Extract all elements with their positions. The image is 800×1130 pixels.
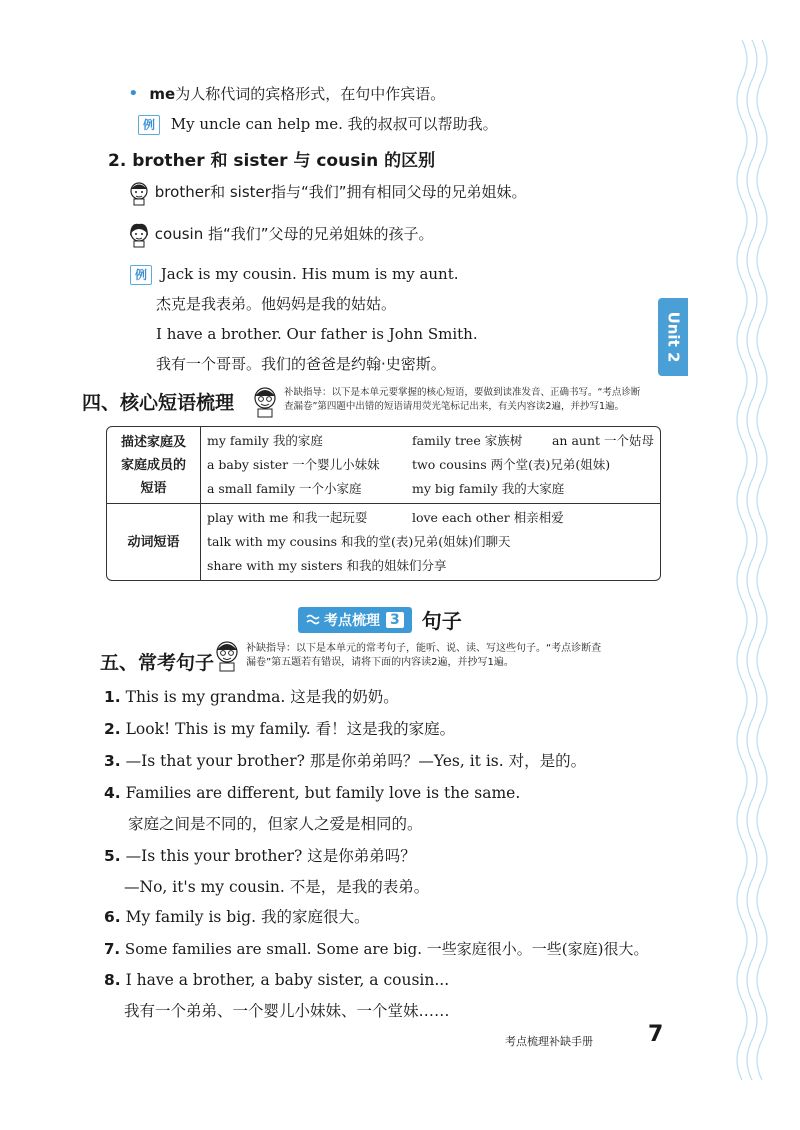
- phrase-row: a baby sister 一个婴儿小妹妹 two cousins 两个堂(表)兄弟(姐妹): [206, 457, 611, 472]
- section2-example-3: I have a brother. Our father is John Smith.: [156, 325, 478, 343]
- phrase-row: a small family 一个小家庭 my big family 我的大家庭: [206, 481, 565, 496]
- sentence-item: 4. Families are different, but family love is the same.: [104, 784, 521, 802]
- phrase-row: play with me 和我一起玩耍 love each other 相亲相爱: [206, 510, 564, 525]
- girl-avatar-icon: [128, 222, 150, 248]
- section2-example-1: 例 Jack is my cousin. His mum is my aunt.: [130, 264, 459, 285]
- me-example: [138, 114, 498, 135]
- section4-title: 四、核心短语梳理: [82, 392, 235, 414]
- me-example-text: My uncle can help me. 我的叔叔可以帮助我。: [170, 115, 498, 133]
- brother-sister-line: [128, 180, 527, 206]
- me-word: me: [149, 85, 176, 103]
- phrase-table: [106, 426, 661, 581]
- verb-phrases-cell: [201, 503, 660, 580]
- phrase-row: my family 我的家庭 family tree 家族树 an aunt 一个姑母: [206, 433, 654, 448]
- section4-tip: 补缺指导：以下是本单元要掌握的核心短语，要做到读准发音、正确书写。“考点诊断 查漏卷”第四题中出错的短语请用荧光笔标记出来，有关内容读2遍，并抄写1遍。: [284, 387, 641, 412]
- page-number: 7: [648, 1022, 664, 1047]
- section-banner: [298, 605, 462, 634]
- banner-number: 3: [386, 612, 404, 628]
- sentence-translation: 家庭之间是不同的，但家人之爱是相同的。: [128, 815, 423, 833]
- section2-example-2: 杰克是我表弟。他妈妈是我的姑姑。: [156, 295, 397, 313]
- phrase-row: talk with my cousins 和我的堂(表)兄弟(姐妹)们聊天: [206, 534, 511, 549]
- sentence-answer: —No, it's my cousin. 不是，是我的表弟。: [124, 878, 430, 896]
- brother-sister-text: brother和 sister指与“我们”拥有相同父母的兄弟姐妹。: [154, 183, 527, 201]
- cousin-line: [128, 222, 434, 248]
- sentence-item: 7. Some families are small. Some are big. 一些家庭很小。一些(家庭)很大。: [104, 940, 649, 958]
- section2-title: 2. brother 和 sister 与 cousin 的区别: [108, 151, 436, 171]
- sentence-item: 1. This is my grandma. 这是我的奶奶。: [104, 688, 399, 706]
- example-icon: 例: [130, 265, 152, 285]
- sentence-translation: 我有一个弟弟、一个婴儿小妹妹、一个堂妹……: [124, 1002, 450, 1020]
- cousin-text: cousin 指“我们”父母的兄弟姐妹的孩子。: [154, 225, 434, 243]
- banner-label-box: 考点梳理 3: [298, 607, 412, 633]
- boy-avatar-icon: [128, 180, 150, 206]
- example-icon: 例: [138, 115, 160, 135]
- banner-title: 句子: [421, 609, 462, 633]
- sentence-item: 8. I have a brother, a baby sister, a cousin...: [104, 971, 450, 989]
- sentence-item: 6. My family is big. 我的家庭很大。: [104, 908, 370, 926]
- unit-tab: Unit 2: [658, 298, 688, 376]
- family-phrases-cell: [201, 427, 660, 503]
- section2-example-4: 我有一个哥哥。我们的爸爸是约翰·史密斯。: [156, 355, 446, 373]
- sentence-item: 3. —Is that your brother? 那是你弟弟吗？—Yes, it is. 对，是的。: [104, 752, 587, 770]
- section5-tip: 补缺指导：以下是本单元的常考句子，能听、说、读、写这些句子。“考点诊断查 漏卷”第五题若有错误，请将下面的内容读2遍，并抄写1遍。: [246, 643, 602, 668]
- category-family-phrases: 描述家庭及 家庭成员的 短语: [107, 427, 201, 503]
- section5-title: 五、常考句子: [100, 652, 215, 674]
- me-note: [128, 84, 445, 104]
- teacher-avatar-icon: [212, 638, 242, 672]
- footer-text: 考点梳理补缺手册: [505, 1035, 593, 1048]
- sentence-item: 2. Look! This is my family. 看！这是我的家庭。: [104, 720, 456, 738]
- phrase-row: share with my sisters 和我的姐妹们分享: [206, 558, 447, 573]
- teacher-avatar-icon: [250, 384, 280, 418]
- me-note-text: 为人称代词的宾格形式，在句中作宾语。: [175, 85, 446, 103]
- bullet-icon: •: [128, 83, 139, 104]
- sentence-item: 5. —Is this your brother? 这是你弟弟吗？: [104, 847, 416, 865]
- category-verb-phrases: 动词短语: [107, 503, 201, 580]
- waves-icon: [306, 614, 320, 626]
- decorative-wave-border: [682, 40, 800, 1080]
